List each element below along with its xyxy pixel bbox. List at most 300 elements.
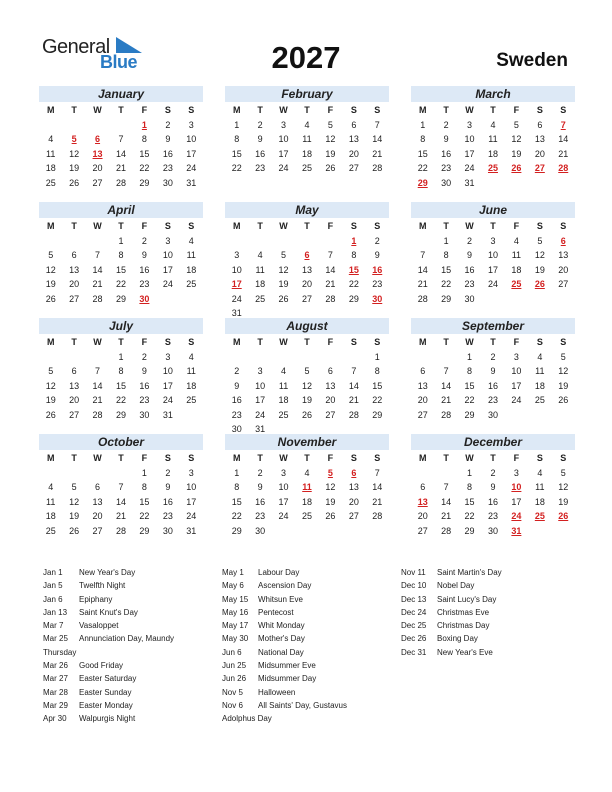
day-cell: 1 bbox=[467, 467, 473, 478]
week-row bbox=[39, 277, 203, 292]
day-cell bbox=[319, 350, 342, 365]
day-cell bbox=[62, 234, 85, 249]
month-header: July bbox=[39, 318, 203, 334]
month-august bbox=[225, 318, 389, 437]
day-cell bbox=[411, 466, 434, 481]
day-cell: 13 bbox=[417, 380, 428, 391]
day-cell bbox=[505, 292, 528, 307]
holiday-item bbox=[222, 686, 367, 699]
weekday-label: W bbox=[465, 453, 474, 463]
holiday-day-cell: 26 bbox=[511, 163, 522, 173]
day-cell bbox=[248, 234, 271, 249]
day-cell: 2 bbox=[257, 119, 263, 130]
day-cell: 15 bbox=[417, 148, 428, 159]
day-cell: 27 bbox=[417, 525, 428, 536]
day-cell bbox=[528, 292, 551, 307]
holiday-date: Mar 28 bbox=[43, 687, 68, 697]
day-cell bbox=[552, 408, 575, 423]
day-cell: 2 bbox=[141, 351, 147, 362]
holiday-date: Jan 6 bbox=[43, 594, 63, 604]
week-row bbox=[411, 277, 575, 292]
holiday-name: Nobel Day bbox=[437, 581, 475, 591]
day-cell bbox=[156, 292, 179, 307]
day-cell: 3 bbox=[281, 119, 287, 130]
day-cell: 8 bbox=[351, 250, 357, 260]
weekday-label: T bbox=[257, 221, 263, 231]
holiday-name: Ascension Day bbox=[258, 581, 312, 591]
day-cell: 21 bbox=[325, 279, 336, 289]
day-cell: 12 bbox=[278, 264, 289, 275]
weekday-label: S bbox=[164, 105, 171, 115]
week-row bbox=[225, 263, 389, 278]
holiday-name: Easter Saturday bbox=[79, 674, 137, 684]
day-cell: 27 bbox=[417, 409, 428, 420]
day-cell: 3 bbox=[281, 467, 287, 478]
week-row bbox=[225, 277, 389, 292]
day-cell: 23 bbox=[139, 395, 150, 405]
day-cell: 2 bbox=[467, 235, 473, 246]
day-cell: 18 bbox=[45, 511, 56, 521]
weekday-label: S bbox=[374, 453, 381, 463]
day-cell: 29 bbox=[139, 525, 150, 536]
day-cell: 14 bbox=[417, 264, 428, 275]
holiday-date: May 1 bbox=[222, 568, 244, 577]
weekday-label: S bbox=[350, 453, 357, 463]
day-cell: 4 bbox=[188, 351, 194, 362]
day-cell: 12 bbox=[45, 380, 56, 391]
holiday-date: Jun 6 bbox=[222, 647, 242, 657]
holiday-name: Twelfth Night bbox=[79, 581, 126, 591]
weekday-label: W bbox=[93, 337, 102, 347]
day-cell bbox=[528, 524, 551, 539]
weekday-label: M bbox=[418, 453, 427, 463]
week-row bbox=[225, 509, 389, 524]
holiday-day-cell: 13 bbox=[92, 148, 103, 159]
day-cell: 13 bbox=[558, 250, 569, 260]
weekday-label: M bbox=[418, 105, 427, 115]
day-cell: 22 bbox=[115, 395, 126, 405]
day-cell: 18 bbox=[186, 380, 197, 391]
day-cell bbox=[62, 350, 85, 365]
day-cell: 9 bbox=[257, 482, 263, 492]
day-cell: 10 bbox=[231, 264, 242, 275]
day-cell: 29 bbox=[115, 409, 126, 420]
day-cell bbox=[295, 234, 318, 249]
weekday-label: T bbox=[304, 221, 310, 231]
weekday-header-row bbox=[411, 103, 575, 118]
holiday-item bbox=[222, 672, 367, 685]
day-cell: 2 bbox=[490, 467, 496, 478]
day-cell: 28 bbox=[372, 163, 383, 173]
day-cell: 10 bbox=[255, 380, 266, 391]
day-cell: 9 bbox=[165, 482, 171, 492]
day-cell: 20 bbox=[92, 511, 103, 521]
day-cell: 21 bbox=[92, 395, 103, 405]
holiday-date: May 16 bbox=[222, 607, 249, 617]
day-cell bbox=[180, 292, 203, 307]
day-cell: 31 bbox=[464, 177, 475, 188]
day-cell: 23 bbox=[255, 163, 266, 173]
day-cell: 30 bbox=[487, 525, 498, 536]
day-cell: 8 bbox=[467, 366, 473, 376]
day-cell: 31 bbox=[255, 424, 266, 434]
day-cell bbox=[295, 350, 318, 365]
week-row bbox=[39, 524, 203, 539]
week-row bbox=[411, 176, 575, 191]
day-cell: 11 bbox=[488, 134, 498, 144]
holiday-day-cell: 6 bbox=[95, 134, 101, 144]
weekday-label: M bbox=[46, 221, 55, 231]
day-cell: 20 bbox=[348, 496, 359, 507]
holiday-item bbox=[43, 686, 193, 699]
day-cell: 29 bbox=[348, 293, 359, 304]
day-cell: 10 bbox=[186, 482, 197, 492]
week-row bbox=[39, 495, 203, 510]
week-row bbox=[411, 263, 575, 278]
holiday-name: Walpurgis Night bbox=[79, 714, 136, 724]
day-cell: 16 bbox=[139, 380, 150, 391]
day-cell: 27 bbox=[325, 409, 336, 420]
day-cell: 19 bbox=[511, 148, 522, 159]
day-cell: 6 bbox=[95, 482, 101, 492]
week-row bbox=[39, 234, 203, 249]
day-cell: 21 bbox=[372, 148, 383, 159]
month-november bbox=[225, 434, 389, 538]
weekday-label: M bbox=[232, 105, 241, 115]
day-cell: 28 bbox=[372, 511, 383, 521]
month-september bbox=[411, 318, 575, 422]
week-row bbox=[225, 364, 389, 379]
weekday-header-row bbox=[225, 451, 389, 466]
weekday-label: T bbox=[443, 453, 449, 463]
day-cell: 15 bbox=[139, 148, 150, 159]
day-cell: 7 bbox=[351, 366, 357, 376]
day-cell bbox=[62, 466, 85, 481]
day-cell: 26 bbox=[45, 409, 56, 420]
day-cell: 3 bbox=[188, 467, 194, 478]
day-cell: 28 bbox=[325, 293, 336, 304]
day-cell: 25 bbox=[186, 279, 197, 289]
day-cell: 24 bbox=[255, 409, 266, 420]
day-cell: 11 bbox=[535, 482, 545, 492]
day-cell: 23 bbox=[139, 279, 150, 289]
day-cell: 28 bbox=[441, 409, 452, 420]
holiday-item bbox=[401, 632, 571, 645]
weekday-label: T bbox=[443, 105, 449, 115]
weekday-label: W bbox=[465, 221, 474, 231]
day-cell: 7 bbox=[420, 250, 426, 260]
holiday-name: Easter Monday bbox=[79, 700, 133, 710]
day-cell: 12 bbox=[534, 250, 545, 260]
day-cell: 18 bbox=[255, 279, 266, 289]
day-cell: 24 bbox=[162, 279, 173, 289]
day-cell: 10 bbox=[278, 134, 289, 144]
holiday-day-cell: 11 bbox=[302, 482, 312, 492]
day-cell: 18 bbox=[278, 395, 289, 405]
holiday-date: Dec 10 bbox=[401, 581, 427, 591]
day-cell: 25 bbox=[534, 395, 545, 405]
day-cell: 28 bbox=[115, 525, 126, 536]
day-cell: 12 bbox=[325, 482, 336, 492]
weekday-label: T bbox=[118, 337, 124, 347]
weekday-label: W bbox=[93, 453, 102, 463]
month-header: June bbox=[411, 202, 575, 218]
day-cell: 17 bbox=[511, 496, 522, 507]
day-cell: 25 bbox=[45, 525, 56, 536]
weekday-label: M bbox=[418, 337, 427, 347]
day-cell: 18 bbox=[45, 163, 56, 173]
day-cell: 16 bbox=[441, 148, 452, 159]
day-cell: 3 bbox=[257, 366, 263, 376]
day-cell: 17 bbox=[186, 496, 197, 507]
holiday-date: Nov 6 bbox=[222, 700, 243, 710]
country-name: Sweden bbox=[496, 50, 568, 71]
day-cell: 21 bbox=[417, 279, 428, 289]
week-row bbox=[225, 495, 389, 510]
day-cell: 12 bbox=[511, 134, 522, 144]
week-row bbox=[225, 234, 389, 249]
day-cell: 17 bbox=[162, 264, 173, 275]
day-cell: 14 bbox=[115, 148, 126, 159]
day-cell: 15 bbox=[231, 496, 242, 507]
holiday-item bbox=[43, 566, 193, 579]
day-cell: 14 bbox=[115, 496, 126, 507]
day-cell: 30 bbox=[162, 177, 173, 188]
day-cell: 29 bbox=[139, 177, 150, 188]
day-cell: 14 bbox=[372, 134, 383, 144]
day-cell: 24 bbox=[511, 395, 522, 405]
day-cell: 14 bbox=[325, 264, 336, 275]
day-cell: 21 bbox=[441, 511, 452, 521]
day-cell: 27 bbox=[348, 163, 359, 173]
holiday-column bbox=[43, 566, 193, 726]
day-cell: 17 bbox=[464, 148, 475, 159]
day-cell bbox=[86, 466, 109, 481]
day-cell: 4 bbox=[490, 119, 496, 130]
weekday-label: S bbox=[350, 337, 357, 347]
holiday-column bbox=[401, 566, 571, 659]
day-cell: 1 bbox=[234, 467, 240, 478]
week-row bbox=[39, 248, 203, 263]
day-cell: 1 bbox=[118, 235, 124, 246]
day-cell: 3 bbox=[513, 467, 519, 478]
day-cell: 13 bbox=[92, 496, 103, 507]
day-cell: 23 bbox=[441, 163, 452, 173]
day-cell: 9 bbox=[490, 366, 496, 376]
holiday-name: Easter Sunday bbox=[79, 687, 132, 697]
week-row bbox=[411, 234, 575, 249]
holiday-date: Mar 26 bbox=[43, 661, 68, 671]
weekday-label: T bbox=[257, 337, 263, 347]
day-cell: 28 bbox=[417, 293, 428, 304]
day-cell: 25 bbox=[186, 395, 197, 405]
day-cell: 28 bbox=[441, 525, 452, 536]
day-cell: 6 bbox=[327, 366, 333, 376]
holiday-date: May 6 bbox=[222, 581, 244, 591]
day-cell: 13 bbox=[69, 380, 80, 391]
day-cell: 7 bbox=[374, 119, 380, 130]
holiday-day-cell: 27 bbox=[534, 163, 545, 173]
weekday-header-row bbox=[39, 219, 203, 234]
day-cell: 5 bbox=[304, 366, 310, 376]
day-cell: 6 bbox=[71, 250, 77, 260]
holiday-name: Whit Monday bbox=[258, 621, 305, 631]
month-april bbox=[39, 202, 203, 306]
day-cell: 13 bbox=[348, 482, 359, 492]
holiday-date: Mar 27 bbox=[43, 674, 68, 684]
day-cell: 16 bbox=[162, 496, 173, 507]
weekday-label: T bbox=[490, 337, 496, 347]
holiday-item bbox=[401, 566, 571, 579]
week-row bbox=[411, 161, 575, 176]
day-cell: 6 bbox=[537, 119, 543, 130]
holiday-item bbox=[222, 593, 367, 606]
holiday-day-cell: 1 bbox=[351, 235, 357, 246]
day-cell: 3 bbox=[165, 351, 171, 362]
month-header: February bbox=[225, 86, 389, 102]
weekday-label: M bbox=[232, 221, 241, 231]
weekday-label: T bbox=[304, 105, 310, 115]
day-cell: 20 bbox=[325, 395, 336, 405]
day-cell: 2 bbox=[443, 119, 449, 130]
logo-text-blue: Blue bbox=[100, 52, 138, 72]
day-cell: 1 bbox=[141, 467, 147, 478]
day-cell: 25 bbox=[255, 293, 266, 304]
holiday-day-cell: 25 bbox=[511, 279, 522, 289]
day-cell bbox=[481, 292, 504, 307]
day-cell: 28 bbox=[115, 177, 126, 188]
holiday-day-cell: 5 bbox=[71, 134, 77, 144]
weekday-label: S bbox=[164, 453, 171, 463]
day-cell bbox=[272, 234, 295, 249]
day-cell: 15 bbox=[115, 380, 126, 391]
day-cell: 16 bbox=[487, 380, 498, 391]
day-cell: 22 bbox=[115, 279, 126, 289]
weekday-label: W bbox=[465, 337, 474, 347]
day-cell: 24 bbox=[278, 163, 289, 173]
day-cell: 17 bbox=[278, 496, 289, 507]
weekday-label: W bbox=[465, 105, 474, 115]
day-cell: 7 bbox=[118, 134, 124, 144]
day-cell: 7 bbox=[95, 250, 101, 260]
day-cell: 9 bbox=[257, 134, 263, 144]
day-cell: 19 bbox=[534, 264, 545, 275]
day-cell: 23 bbox=[162, 511, 173, 521]
day-cell: 31 bbox=[186, 177, 197, 188]
month-february bbox=[225, 86, 389, 176]
day-cell: 15 bbox=[139, 496, 150, 507]
week-row bbox=[411, 364, 575, 379]
week-row bbox=[39, 161, 203, 176]
day-cell: 3 bbox=[234, 250, 240, 260]
day-cell: 16 bbox=[139, 264, 150, 275]
month-header: October bbox=[39, 434, 203, 450]
day-cell: 29 bbox=[115, 293, 126, 304]
week-row bbox=[225, 132, 389, 147]
day-cell: 26 bbox=[69, 177, 80, 188]
day-cell: 19 bbox=[45, 395, 56, 405]
day-cell: 10 bbox=[162, 366, 173, 376]
holiday-item bbox=[401, 646, 571, 659]
week-row bbox=[39, 132, 203, 147]
weekday-label: T bbox=[490, 105, 496, 115]
day-cell: 21 bbox=[115, 511, 126, 521]
day-cell: 7 bbox=[118, 482, 124, 492]
day-cell: 10 bbox=[278, 482, 289, 492]
day-cell: 14 bbox=[92, 264, 103, 275]
holiday-day-cell: 6 bbox=[304, 250, 310, 260]
day-cell: 1 bbox=[420, 119, 426, 130]
day-cell: 9 bbox=[374, 250, 380, 260]
day-cell: 4 bbox=[513, 235, 519, 246]
day-cell: 9 bbox=[141, 366, 147, 376]
holiday-item bbox=[43, 632, 193, 659]
weekday-header-row bbox=[225, 219, 389, 234]
day-cell: 14 bbox=[441, 380, 452, 391]
day-cell bbox=[248, 350, 271, 365]
weekday-label: S bbox=[560, 105, 567, 115]
day-cell: 19 bbox=[301, 395, 312, 405]
day-cell bbox=[272, 524, 295, 539]
weekday-label: S bbox=[188, 221, 195, 231]
day-cell: 9 bbox=[165, 134, 171, 144]
day-cell: 9 bbox=[234, 380, 240, 391]
holiday-date: Dec 31 bbox=[401, 647, 427, 657]
holiday-date: Nov 5 bbox=[222, 687, 243, 697]
day-cell: 26 bbox=[69, 525, 80, 536]
holiday-day-cell: 25 bbox=[487, 163, 498, 173]
holiday-item bbox=[43, 672, 193, 685]
day-cell bbox=[366, 524, 389, 539]
holiday-date: Mar 7 bbox=[43, 621, 64, 631]
day-cell: 29 bbox=[231, 525, 242, 536]
day-cell: 19 bbox=[325, 496, 336, 507]
day-cell: 23 bbox=[231, 409, 242, 420]
holiday-item bbox=[222, 632, 367, 645]
weekday-label: F bbox=[141, 105, 148, 115]
week-row bbox=[411, 509, 575, 524]
weekday-label: M bbox=[46, 105, 55, 115]
holiday-day-cell: 6 bbox=[351, 467, 357, 478]
weekday-label: T bbox=[443, 337, 449, 347]
day-cell: 3 bbox=[165, 235, 171, 246]
day-cell: 9 bbox=[490, 482, 496, 492]
month-header: April bbox=[39, 202, 203, 218]
day-cell: 10 bbox=[186, 134, 197, 144]
day-cell: 20 bbox=[534, 148, 545, 159]
day-cell: 27 bbox=[92, 177, 103, 188]
holiday-item bbox=[401, 619, 571, 632]
weekday-label: M bbox=[418, 221, 427, 231]
holiday-day-cell: 6 bbox=[560, 235, 566, 246]
day-cell: 8 bbox=[234, 482, 240, 492]
day-cell: 18 bbox=[534, 496, 545, 507]
day-cell bbox=[86, 234, 109, 249]
day-cell: 1 bbox=[374, 351, 380, 362]
day-cell: 3 bbox=[467, 119, 473, 130]
day-cell: 7 bbox=[95, 366, 101, 376]
weekday-label: W bbox=[279, 453, 288, 463]
holiday-date: May 17 bbox=[222, 621, 249, 631]
day-cell: 24 bbox=[231, 293, 242, 304]
day-cell bbox=[505, 176, 528, 191]
week-row bbox=[39, 176, 203, 191]
week-row bbox=[411, 393, 575, 408]
day-cell: 14 bbox=[348, 380, 359, 391]
holiday-name: Good Friday bbox=[79, 661, 124, 671]
day-cell: 18 bbox=[186, 264, 197, 275]
holiday-name: Vasaloppet bbox=[79, 621, 119, 631]
